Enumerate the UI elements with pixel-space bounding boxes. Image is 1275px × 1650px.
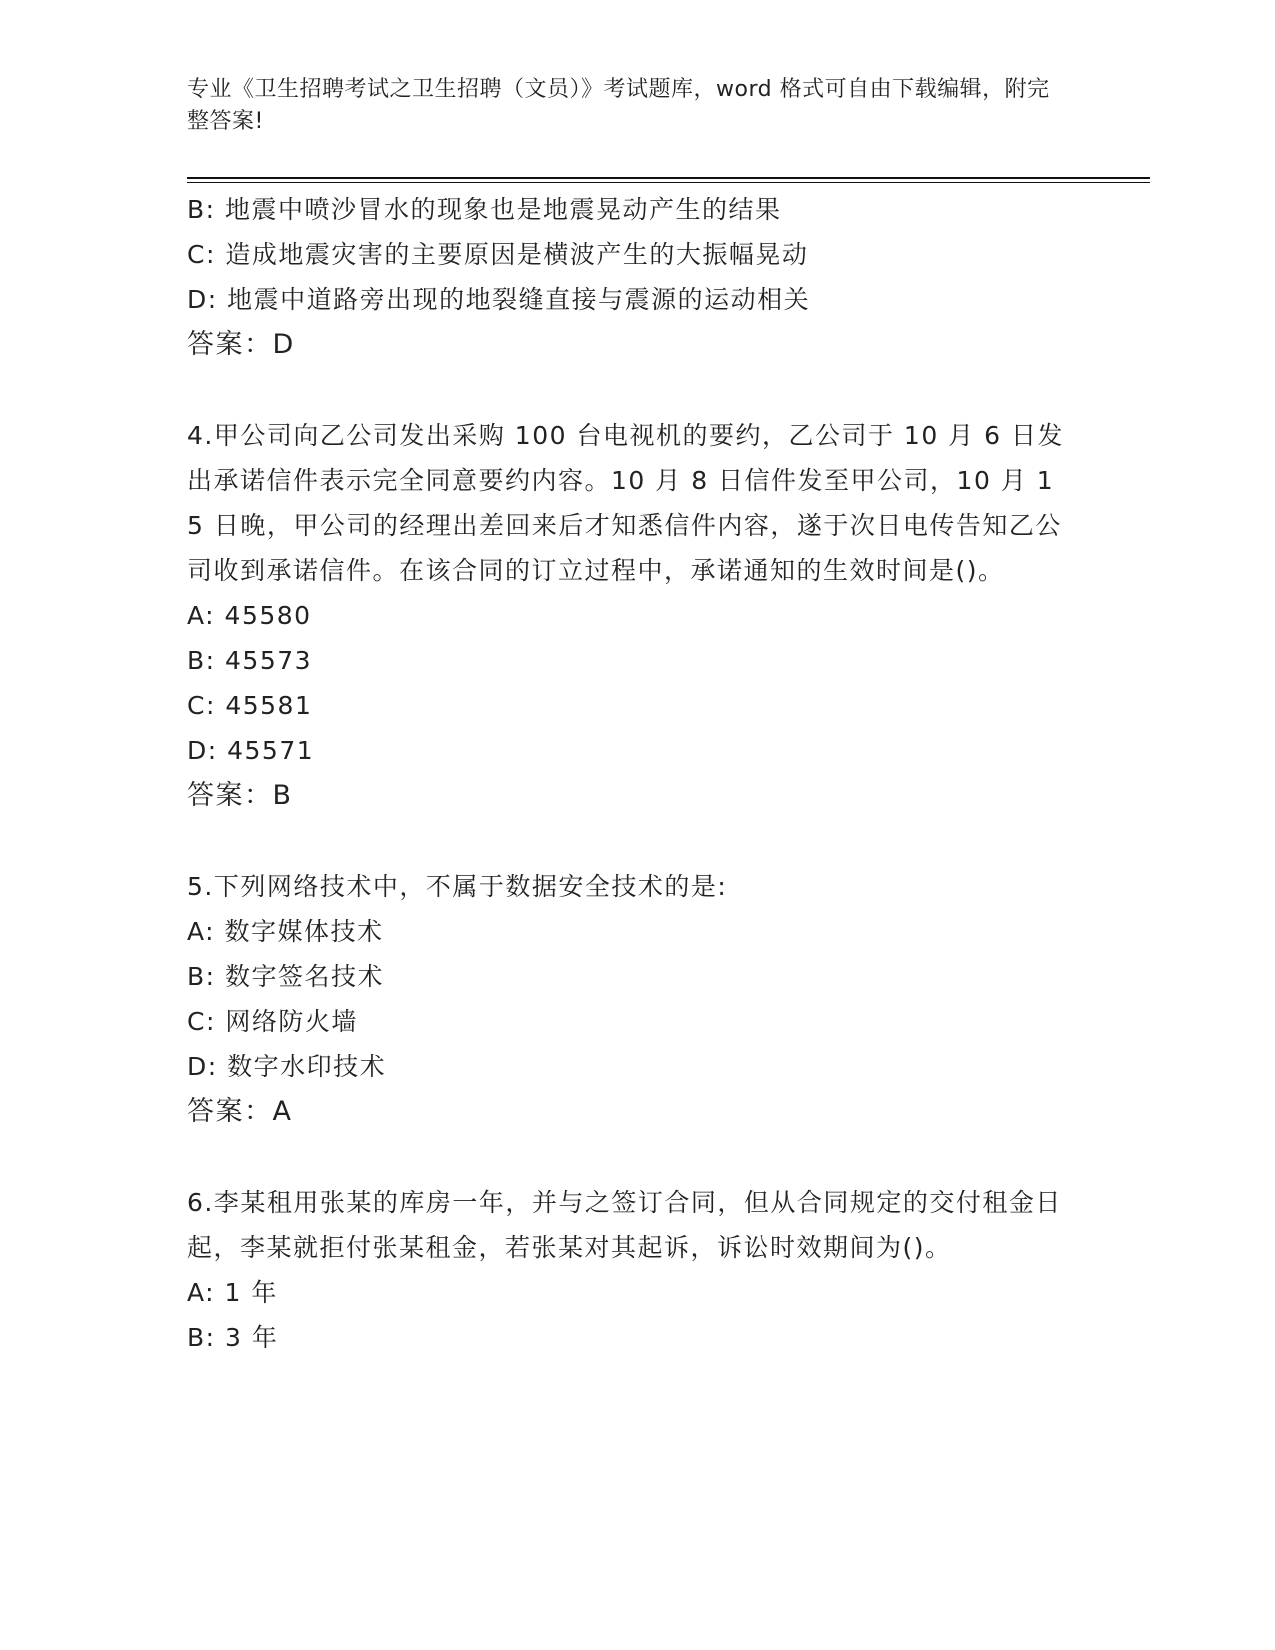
option-a: A: 数字媒体技术 <box>187 917 384 946</box>
question-stem: 5.下列网络技术中，不属于数据安全技术的是: <box>187 872 728 901</box>
header-divider-thin <box>187 182 1150 183</box>
option-b: B: 数字签名技术 <box>187 962 385 991</box>
answer: 答案：B <box>187 780 293 811</box>
answer: 答案：D <box>187 329 295 360</box>
spacer <box>187 818 1067 864</box>
spacer <box>187 1134 1067 1180</box>
option-c: C: 造成地震灾害的主要原因是横波产生的大振幅晃动 <box>187 240 809 269</box>
option-b: B: 45573 <box>187 646 313 675</box>
question-6 <box>187 1180 1067 1360</box>
option-d: D: 地震中道路旁出现的地裂缝直接与震源的运动相关 <box>187 285 811 314</box>
question-content <box>187 187 1067 1360</box>
answer: 答案：A <box>187 1096 293 1127</box>
option-c: C: 45581 <box>187 691 313 720</box>
option-c: C: 网络防火墙 <box>187 1007 358 1036</box>
option-b: B: 3 年 <box>187 1323 279 1352</box>
question-5 <box>187 864 1067 1134</box>
question-3 <box>187 187 1067 367</box>
option-a: A: 1 年 <box>187 1278 278 1307</box>
option-d: D: 数字水印技术 <box>187 1052 387 1081</box>
question-stem: 4.甲公司向乙公司发出采购 100 台电视机的要约，乙公司于 10 月 6 日发出承诺信件表示完全同意要约内容。10 月 8 日信件发至甲公司，10 月 15 日晚，甲公司的经理出差回来后才知悉信件内容，遂于次日电传告知乙公司收到承诺信件。在该合同的订立过程中，承诺通知的生效时间是()。 <box>187 421 1064 585</box>
option-a: A: 45580 <box>187 601 312 630</box>
option-d: D: 45571 <box>187 736 315 765</box>
document-header: 专业《卫生招聘考试之卫生招聘（文员）》考试题库，word 格式可自由下载编辑，附完整答案! <box>187 77 1050 134</box>
question-4 <box>187 413 1067 818</box>
question-stem: 6.李某租用张某的库房一年，并与之签订合同，但从合同规定的交付租金日起，李某就拒付张某租金，若张某对其起诉，诉讼时效期间为()。 <box>187 1188 1062 1262</box>
spacer <box>187 367 1067 413</box>
option-b: B: 地震中喷沙冒水的现象也是地震晃动产生的结果 <box>187 195 782 224</box>
header-divider-thick <box>187 177 1150 179</box>
